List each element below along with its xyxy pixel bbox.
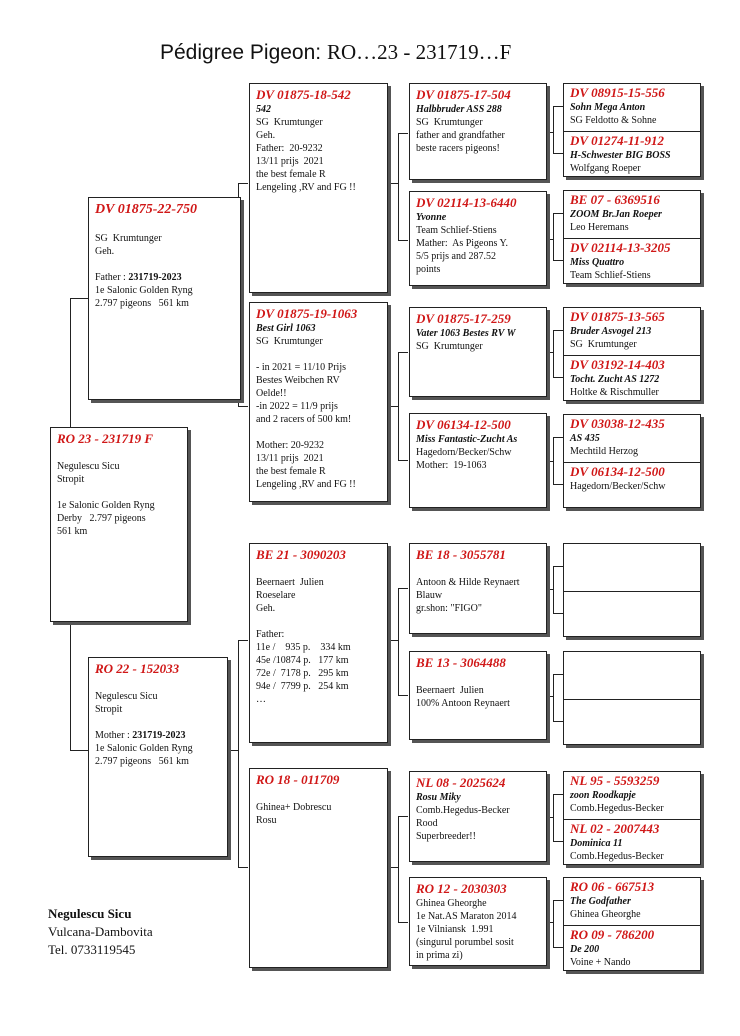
detail-line: Blauw	[416, 590, 443, 601]
detail-line: Hagedorn/Becker/Schw	[416, 447, 512, 458]
ring-number: DV 01875-17-504	[416, 87, 511, 102]
ancestor-bottom	[564, 591, 700, 636]
detail-line: Geh.	[256, 130, 276, 141]
pigeon-name: Vater 1063 Bestes RV W	[416, 328, 516, 339]
detail-line: Lengeling ,RV and FG !!	[256, 182, 356, 193]
spacer	[416, 563, 540, 576]
connector-line	[398, 240, 408, 241]
detail-line: …	[256, 694, 266, 705]
pigeon-name: H-Schwester BIG BOSS	[570, 150, 671, 161]
pigeon-name: Miss Fantastic-Zucht As	[416, 434, 518, 445]
detail-line: Oelde!!	[256, 388, 287, 399]
detail-line: Negulescu Sicu	[95, 691, 158, 702]
ring-number: DV 01875-13-565	[570, 309, 665, 324]
detail-line: the best female R	[256, 466, 326, 477]
connector-line	[398, 922, 408, 923]
ancestor-top	[564, 191, 700, 238]
detail-line: SG Krumtunger	[416, 117, 483, 128]
page-title: Pédigree Pigeon: RO…23 - 231719…F	[160, 40, 512, 64]
connector-line	[398, 588, 399, 695]
detail-line: Mechtild Herzog	[570, 446, 639, 457]
father-results	[95, 284, 234, 310]
pigeon-name: Rosu Miky	[416, 792, 461, 803]
pigeon-name: Miss Quattro	[570, 257, 625, 268]
ancestor-bottom	[564, 355, 700, 400]
detail-line: 94e / 7799 p. 254 km	[256, 681, 349, 692]
connector-line	[553, 106, 563, 107]
father-sire-line: Father : 231719-2023	[95, 272, 182, 283]
connector-line	[553, 153, 563, 154]
gen4-pair-card	[563, 651, 701, 745]
title-ring: RO…23 - 231719…F	[326, 40, 512, 64]
detail-line: the best female R	[256, 169, 326, 180]
ancestor-top	[564, 415, 700, 462]
pigeon-name: 542	[256, 104, 271, 115]
detail-line: Negulescu Sicu	[57, 461, 120, 472]
detail-line: Geh.	[256, 603, 276, 614]
detail-line: Ghinea+ Dobrescu	[256, 802, 332, 813]
detail-line: SG Krumtunger	[256, 117, 323, 128]
detail-line: Roeselare	[256, 590, 296, 601]
father-ring: DV 01875-22-750	[95, 202, 198, 217]
detail-line: in prima zi)	[416, 950, 463, 961]
detail-line: SG Krumtunger	[416, 341, 483, 352]
pigeon-name: AS 435	[570, 433, 600, 444]
ring-number: BE 21 - 3090203	[256, 547, 346, 562]
ring-number: NL 02 - 2007443	[570, 821, 660, 836]
detail-line: Father:	[256, 629, 285, 640]
detail-line: 1e Salonic Golden Ryng	[95, 743, 193, 754]
connector-line	[553, 794, 563, 795]
spacer	[95, 258, 234, 271]
detail-line: 1e Nat.AS Maraton 2014	[416, 911, 517, 922]
ring-number: DV 03038-12-435	[570, 416, 665, 431]
great-grandparent-card	[409, 83, 547, 180]
subject-card	[50, 427, 188, 622]
detail-line: SG Krumtunger	[95, 233, 162, 244]
ring-number: BE 18 - 3055781	[416, 547, 506, 562]
pigeon-name: De 200	[570, 944, 600, 955]
detail-line: 11e / 935 p. 334 km	[256, 642, 351, 653]
connector-line	[398, 460, 408, 461]
detail-line: Lengeling ,RV and FG !!	[256, 479, 356, 490]
detail-line: Stropit	[57, 474, 85, 485]
detail-line: Bestes Weibchen RV	[256, 375, 340, 386]
connector-line	[553, 947, 563, 948]
detail-line: gr.shon: "FIGO"	[416, 603, 482, 614]
detail-line: Father: 20-9232	[256, 143, 323, 154]
detail-line: Comb.Hegedus-Becker	[570, 851, 664, 862]
father-details	[95, 232, 234, 271]
ancestor-top	[564, 308, 700, 355]
detail-line: Antoon & Hilde Reynaert	[416, 577, 520, 588]
spacer	[256, 615, 381, 628]
detail-line: Rosu	[256, 815, 277, 826]
detail-line: -in 2022 = 11/9 prijs	[256, 401, 338, 412]
ring-number: RO 12 - 2030303	[416, 881, 507, 896]
ring-number: RO 18 - 011709	[256, 772, 340, 787]
spacer	[256, 348, 381, 361]
ancestor-top	[564, 84, 700, 131]
connector-line	[398, 133, 408, 134]
ring-number: NL 95 - 5593259	[570, 773, 660, 788]
detail-line: 1e Vilniansk 1.991	[416, 924, 494, 935]
ring-number: DV 06134-12-500	[570, 464, 665, 479]
pigeon-name: The Godfather	[570, 896, 631, 907]
detail-line: SG Krumtunger	[570, 339, 637, 350]
owner-info	[48, 905, 153, 959]
detail-line: 561 km	[57, 526, 88, 537]
connector-line	[553, 437, 554, 484]
connector-line	[238, 406, 248, 407]
ancestor-top	[564, 878, 700, 925]
connector-line	[228, 750, 238, 751]
spacer	[416, 671, 540, 684]
connector-line	[553, 377, 563, 378]
pigeon-name: Bruder Asvogel 213	[570, 326, 652, 337]
connector-line	[70, 750, 88, 751]
gen4-pair-card	[563, 543, 701, 637]
spacer	[256, 788, 381, 801]
great-grandparent-card	[409, 651, 547, 740]
mother-ring: RO 22 - 152033	[95, 661, 180, 676]
ring-number: DV 01875-19-1063	[256, 306, 358, 321]
detail-line: Wolfgang Roeper	[570, 163, 641, 174]
spacer	[256, 563, 381, 576]
grandparent-card	[249, 543, 388, 743]
spacer	[256, 426, 381, 439]
detail-line: Beernaert Julien	[416, 685, 484, 696]
detail-line: Mother: 19-1063	[416, 460, 487, 471]
detail-line: 45e /10874 p. 177 km	[256, 655, 349, 666]
connector-line	[553, 437, 563, 438]
spacer	[95, 716, 221, 729]
ancestor-top	[564, 652, 700, 699]
pigeon-name: Tocht. Zucht AS 1272	[570, 374, 660, 385]
ring-number: DV 02114-13-3205	[570, 240, 671, 255]
detail-line: Team Schlief-Stiens	[416, 225, 497, 236]
connector-line	[398, 588, 408, 589]
connector-line	[553, 484, 563, 485]
pigeon-name: Dominica 11	[570, 838, 623, 849]
ring-number: BE 07 - 6369516	[570, 192, 660, 207]
great-grandparent-card	[409, 543, 547, 634]
connector-line	[553, 721, 563, 722]
gen4-pair-card	[563, 83, 701, 177]
spacer	[57, 486, 181, 499]
detail-line: 13/11 prijs 2021	[256, 453, 324, 464]
connector-line	[553, 213, 554, 260]
gen4-pair-card	[563, 190, 701, 284]
detail-line: 2.797 pigeons 561 km	[95, 298, 189, 309]
connector-line	[70, 298, 71, 428]
detail-line: Holtke & Rischmuller	[570, 387, 659, 398]
connector-line	[553, 674, 563, 675]
mother-details	[95, 690, 221, 729]
gen4-pair-card	[563, 414, 701, 508]
connector-line	[398, 133, 399, 240]
connector-line	[398, 695, 408, 696]
connector-line	[553, 794, 554, 841]
connector-line	[398, 352, 408, 353]
father-card	[88, 197, 241, 400]
detail-line: 72e / 7178 p. 295 km	[256, 668, 349, 679]
connector-line	[238, 640, 239, 867]
pigeon-name: Yvonne	[416, 212, 447, 223]
pigeon-name: Sohn Mega Anton	[570, 102, 646, 113]
detail-line: and 2 racers of 500 km!	[256, 414, 352, 425]
detail-line: Geh.	[95, 246, 115, 257]
detail-line: Mother: 20-9232	[256, 440, 325, 451]
connector-line	[553, 900, 554, 947]
connector-line	[553, 566, 563, 567]
connector-line	[388, 867, 398, 868]
detail-line: Rood	[416, 818, 438, 829]
connector-line	[70, 622, 71, 750]
ancestor-bottom	[564, 819, 700, 864]
ancestor-bottom	[564, 462, 700, 507]
detail-line: Hagedorn/Becker/Schw	[570, 481, 666, 492]
detail-line: father and grandfather	[416, 130, 505, 141]
ancestor-bottom	[564, 238, 700, 283]
ring-number: DV 01274-11-912	[570, 133, 665, 148]
connector-line	[398, 816, 399, 922]
connector-line	[388, 406, 398, 407]
connector-line	[388, 183, 398, 184]
grandparent-card	[249, 83, 388, 293]
detail-line: Comb.Hegedus-Becker	[416, 805, 510, 816]
grandparent-card	[249, 302, 388, 502]
ring-number: DV 01875-17-259	[416, 311, 511, 326]
detail-line: 5/5 prijs and 287.52	[416, 251, 496, 262]
detail-line: Ghinea Gheorghe	[416, 898, 487, 909]
ancestor-bottom	[564, 699, 700, 744]
ring-number: DV 03192-14-403	[570, 357, 665, 372]
owner-phone: Tel. 0733119545	[48, 942, 136, 957]
gen4-pair-card	[563, 771, 701, 865]
detail-line: (singurul porumbel sosit	[416, 937, 514, 948]
ancestor-bottom	[564, 131, 700, 176]
detail-line: SG Krumtunger	[256, 336, 323, 347]
connector-line	[553, 330, 563, 331]
ring-number: DV 01875-18-542	[256, 87, 351, 102]
detail-line: - in 2021 = 11/10 Prijs	[256, 362, 346, 373]
pigeon-name: Best Girl 1063	[256, 323, 316, 334]
detail-line: Derby 2.797 pigeons	[57, 513, 146, 524]
connector-line	[553, 674, 554, 721]
subject-ring: RO 23 - 231719 F	[57, 431, 154, 446]
detail-line: 1e Salonic Golden Ryng	[95, 285, 193, 296]
connector-line	[553, 330, 554, 377]
detail-line: Voine + Nando	[570, 957, 631, 968]
detail-line: Superbreeder!!	[416, 831, 476, 842]
connector-line	[398, 352, 399, 460]
ring-number: RO 09 - 786200	[570, 927, 655, 942]
connector-line	[388, 640, 398, 641]
ancestor-top	[564, 772, 700, 819]
detail-line: 1e Salonic Golden Ryng	[57, 500, 155, 511]
detail-line: 100% Antoon Reynaert	[416, 698, 510, 709]
great-grandparent-card	[409, 191, 547, 286]
ancestor-top	[564, 544, 700, 591]
ring-number: BE 13 - 3064488	[416, 655, 506, 670]
pigeon-name: zoon Roodkapje	[570, 790, 636, 801]
great-grandparent-card	[409, 413, 547, 508]
pigeon-name: Halbbruder ASS 288	[416, 104, 502, 115]
detail-line: 13/11 prijs 2021	[256, 156, 324, 167]
grandparent-card	[249, 768, 388, 968]
connector-line	[553, 841, 563, 842]
connector-line	[70, 298, 88, 299]
connector-line	[553, 106, 554, 153]
connector-line	[553, 900, 563, 901]
detail-line: points	[416, 264, 441, 275]
ring-number: DV 06134-12-500	[416, 417, 511, 432]
ring-number: RO 06 - 667513	[570, 879, 655, 894]
pigeon-name: ZOOM Br.Jan Roeper	[570, 209, 662, 220]
connector-line	[238, 183, 248, 184]
detail-line: 2.797 pigeons 561 km	[95, 756, 189, 767]
connector-line	[553, 566, 554, 613]
great-grandparent-card	[409, 307, 547, 397]
detail-line: Team Schlief-Stiens	[570, 270, 651, 281]
ring-number: DV 08915-15-556	[570, 85, 665, 100]
gen4-pair-card	[563, 877, 701, 971]
detail-line: beste racers pigeons!	[416, 143, 500, 154]
ancestor-bottom	[564, 925, 700, 970]
mother-card	[88, 657, 228, 857]
connector-line	[238, 640, 248, 641]
ring-number: NL 08 - 2025624	[416, 775, 506, 790]
detail-line: Comb.Hegedus-Becker	[570, 803, 664, 814]
connector-line	[553, 613, 563, 614]
detail-line: Beernaert Julien	[256, 577, 324, 588]
gen4-pair-card	[563, 307, 701, 401]
detail-line: Ghinea Gheorghe	[570, 909, 641, 920]
detail-line: Stropit	[95, 704, 123, 715]
connector-line	[553, 213, 563, 214]
detail-line: SG Feldotto & Sohne	[570, 115, 657, 126]
connector-line	[553, 260, 563, 261]
connector-line	[238, 867, 248, 868]
mother-results	[95, 742, 221, 768]
great-grandparent-card	[409, 771, 547, 862]
owner-name: Negulescu Sicu	[48, 906, 132, 921]
great-grandparent-card	[409, 877, 547, 966]
detail-line: Leo Heremans	[570, 222, 629, 233]
detail-line: Mather: As Pigeons Y.	[416, 238, 508, 249]
ring-number: DV 02114-13-6440	[416, 195, 517, 210]
mother-dam-line: Mother : 231719-2023	[95, 730, 186, 741]
owner-place: Vulcana-Dambovita	[48, 924, 153, 939]
connector-line	[398, 816, 408, 817]
subject-details	[57, 460, 181, 538]
